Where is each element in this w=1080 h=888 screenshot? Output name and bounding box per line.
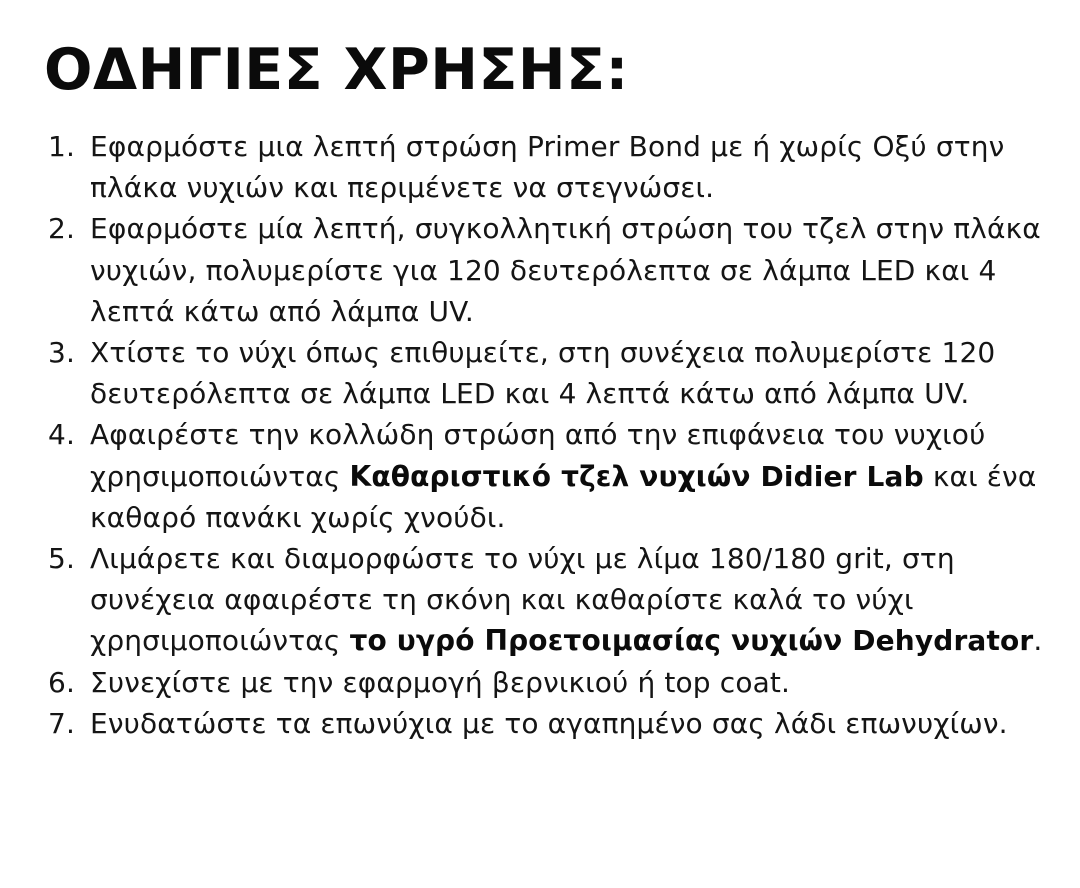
list-item-step-7 [48, 703, 1058, 744]
page-title: ΟΔΗΓΙΕΣ ΧΡΗΣΗΣ: [44, 37, 629, 103]
step-number: 1. [48, 130, 76, 163]
list-item-step-3 [48, 332, 1058, 414]
list-item-step-6 [48, 662, 1058, 703]
list-item-step-4 [48, 414, 1058, 538]
step-text: Συνεχίστε με την εφαρμογή βερνικιού ή top coat. [90, 665, 791, 699]
product-name-dehydrator: το υγρό Προετοιμασίας νυχιών Dehydrator [349, 624, 1034, 658]
instructions-list [48, 126, 1058, 744]
step-text: Εφαρμόστε μία λεπτή, συγκολλητική στρώση του τζελ στην πλάκα νυχιών, πολυμερίστε για 120 δευτερόλεπτα σε λάμπα LED και 4 λεπτά κάτω από λάμπα UV. [90, 212, 1041, 328]
step-text-before: Λιμάρετε και διαμορφώστε το νύχι με λίμα 180/180 grit, στη συνέχεια αφαιρέστε τη σκόνη και καθαρίστε καλά το νύχι χρησιμοποιώντας [90, 542, 955, 658]
step-number: 4. [48, 418, 76, 452]
list-item-step-2 [48, 208, 1058, 332]
step-number: 2. [48, 212, 76, 246]
step-text: Ενυδατώστε τα επωνύχια με το αγαπημένο σας λάδι επωνυχίων. [90, 706, 1008, 740]
step-text-after: και ένα καθαρό πανάκι χωρίς χνούδι. [90, 459, 1037, 534]
step-number: 5. [48, 542, 76, 576]
step-number: 3. [48, 336, 76, 370]
step-text-after: . [1033, 624, 1043, 658]
step-number: 6. [48, 665, 76, 699]
step-text: Εφαρμόστε μια λεπτή στρώση Primer Bond με ή χωρίς Οξύ στην πλάκα νυχιών και περιμένετε να στεγνώσει. [90, 130, 1005, 205]
step-text: Χτίστε το νύχι όπως επιθυμείτε, στη συνέχεια πολυμερίστε 120 δευτερόλεπτα σε λάμπα LED και 4 λεπτά κάτω από λάμπα UV. [90, 336, 996, 411]
list-item-step-1 [48, 126, 1058, 208]
step-text-before: Αφαιρέστε την κολλώδη στρώση από την επιφάνεια του νυχιού χρησιμοποιώντας [90, 418, 986, 493]
product-name-gel-cleanser: Καθαριστικό τζελ νυχιών Didier Lab [349, 459, 924, 493]
list-item-step-5 [48, 538, 1058, 662]
step-number: 7. [48, 706, 76, 740]
